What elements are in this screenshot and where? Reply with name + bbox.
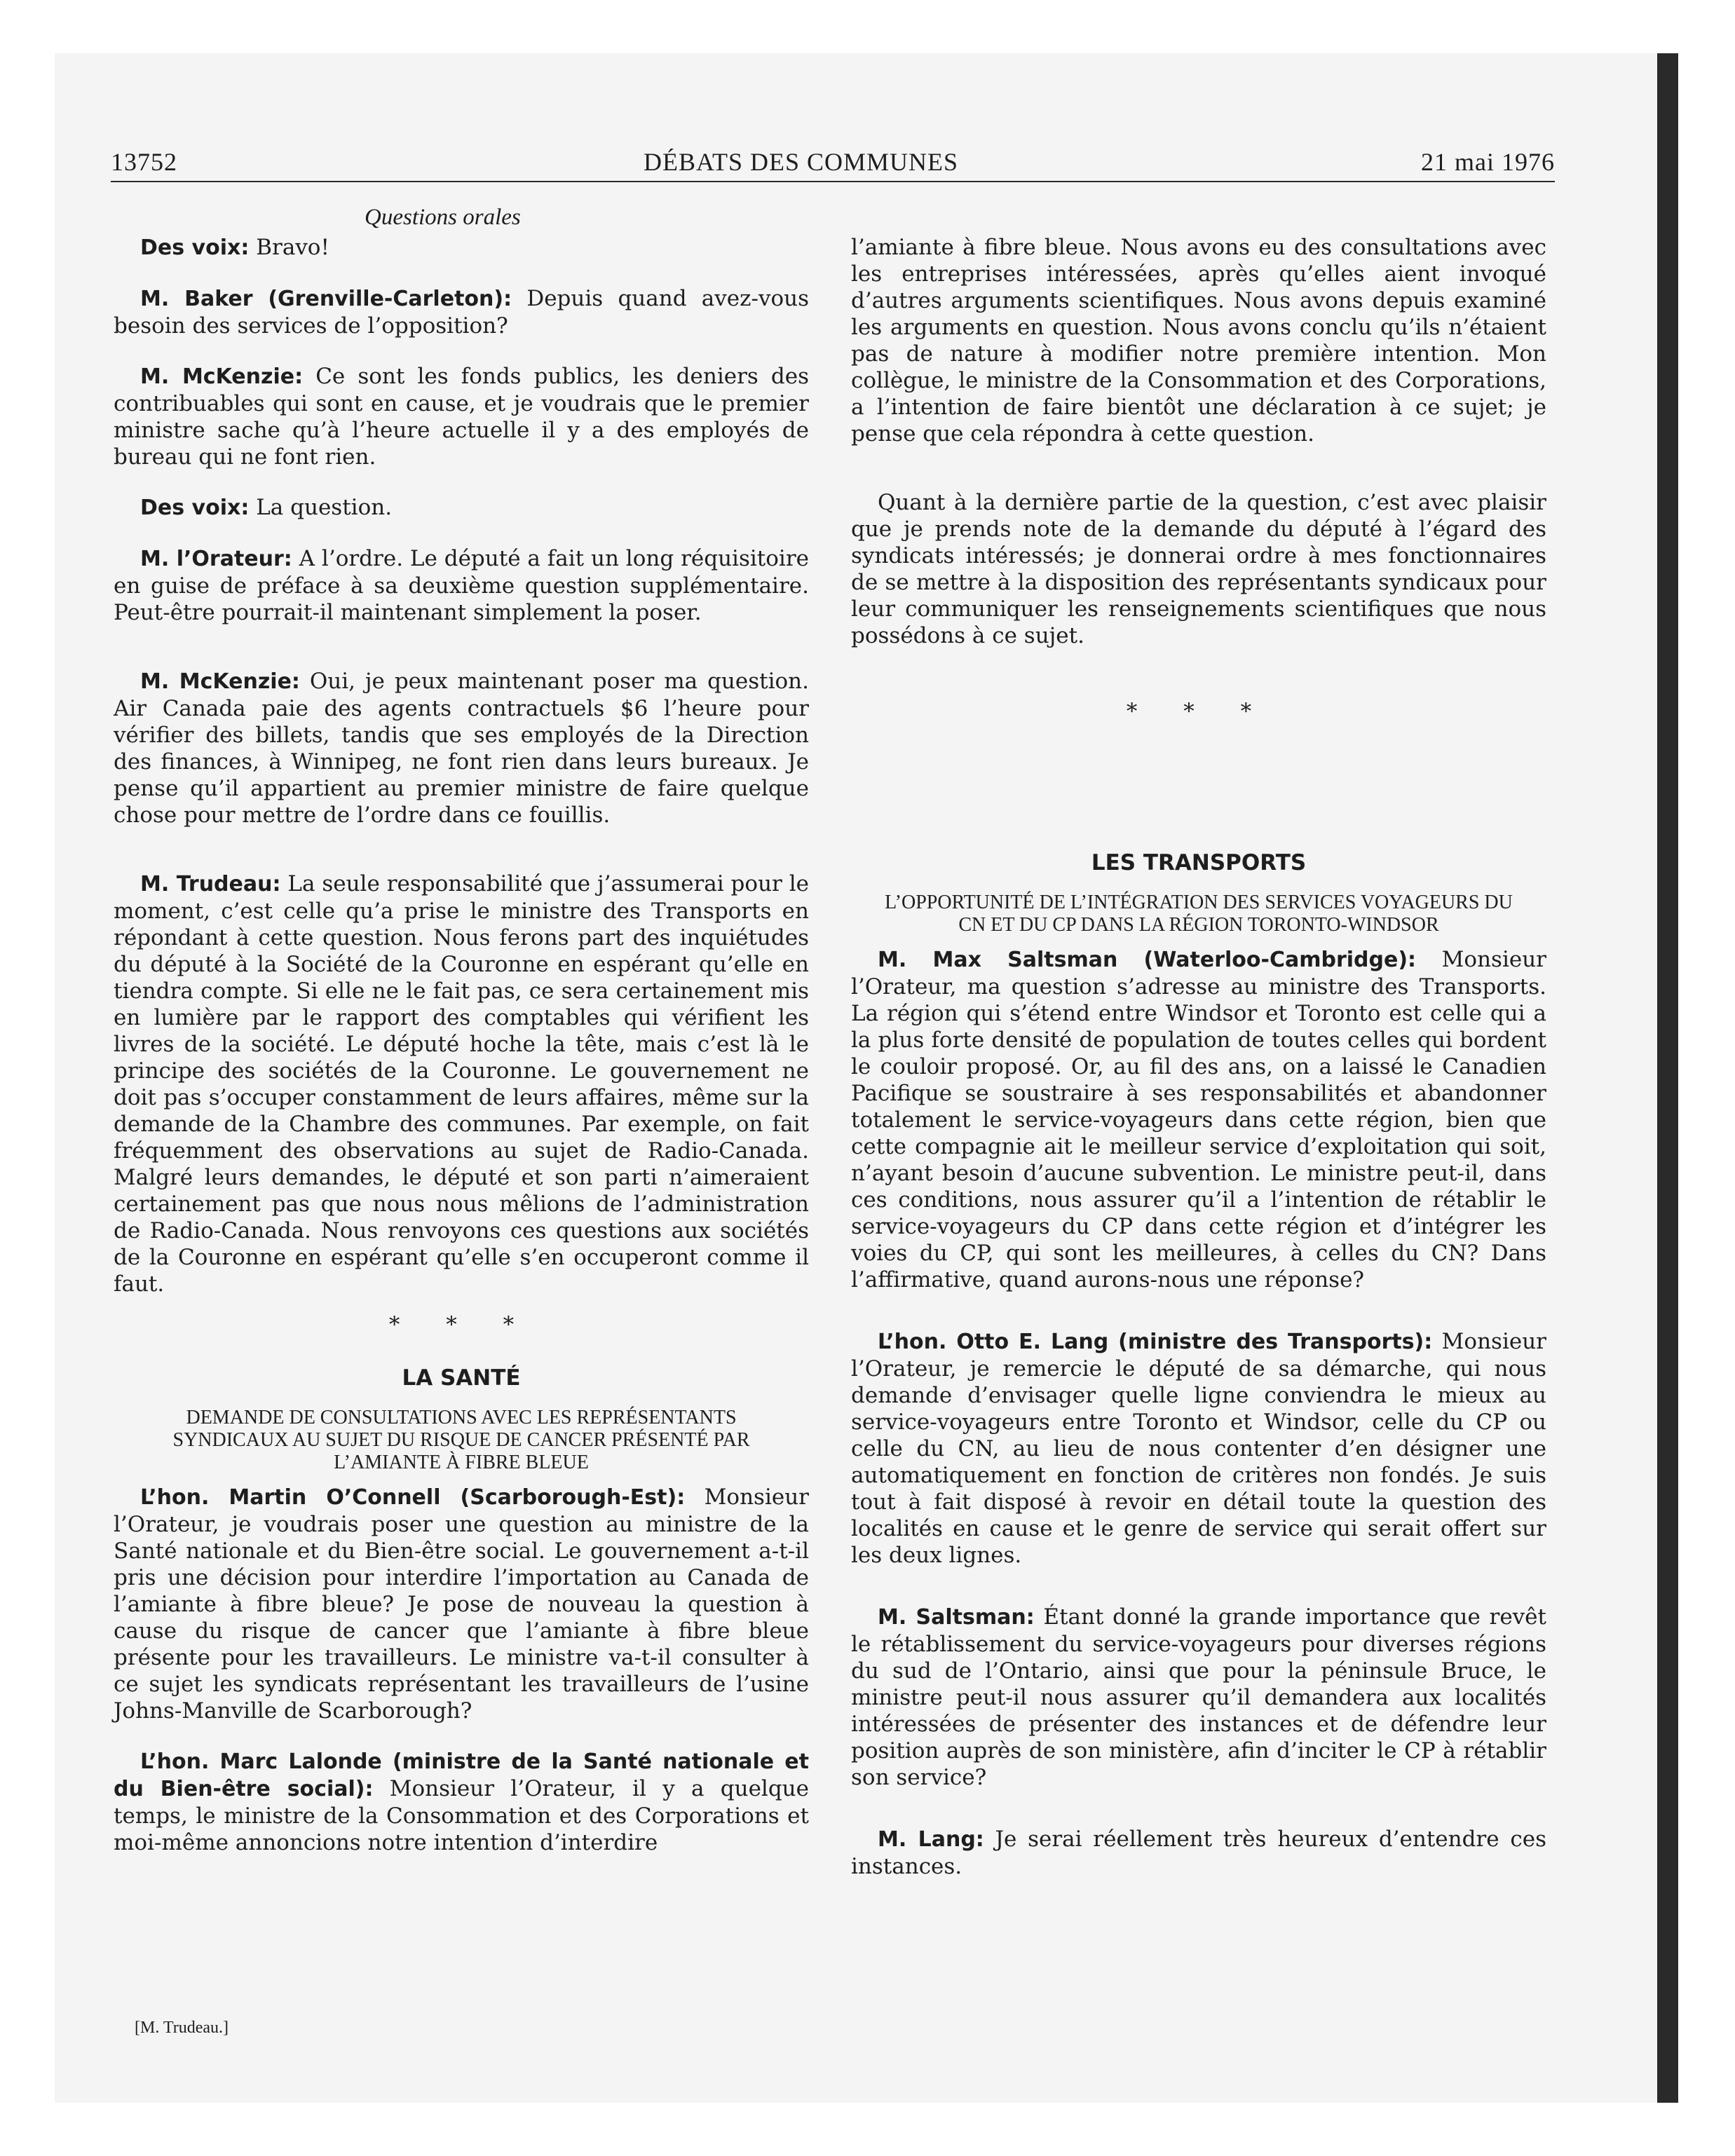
paragraph bbox=[114, 285, 809, 339]
header-rule bbox=[111, 181, 1555, 182]
paragraph-text: Bravo! bbox=[249, 235, 329, 260]
section-heading: LA SANTÉ bbox=[402, 1365, 521, 1391]
left-column bbox=[114, 234, 809, 1856]
paragraph bbox=[114, 234, 809, 261]
paragraph-text: Monsieur l’Orateur, il y a quelque temps, le ministre de la Consommation et des Corporations et moi-même annoncions notre intention d’interdire bbox=[114, 1776, 809, 1855]
speaker-name: M. Saltsman: bbox=[878, 1605, 1035, 1630]
paragraph-text: Je serai réellement très heureux d’entendre ces instances. bbox=[851, 1827, 1546, 1879]
paragraph bbox=[851, 946, 1546, 1293]
speaker-name: L’hon. Otto E. Lang (ministre des Transports): bbox=[878, 1330, 1433, 1354]
section-separator: * * * bbox=[388, 1312, 534, 1337]
speaker-name: Des voix: bbox=[140, 236, 250, 260]
paragraph bbox=[851, 1604, 1546, 1791]
speaker-name: L’hon. Martin O’Connell (Scarborough-Est): bbox=[140, 1485, 686, 1510]
paragraph bbox=[114, 871, 809, 1297]
paragraph bbox=[114, 363, 809, 470]
section-subheading: DEMANDE DE CONSULTATIONS AVEC LES REPRÉSENTANTS SYNDICAUX AU SUJET DU RISQUE DE CANCER PRÉSENTÉ PAR L’AMIANTE À FIBRE BLEUE bbox=[172, 1407, 750, 1473]
speaker-name: M. McKenzie: bbox=[140, 364, 304, 389]
paragraph-text: La seule responsabilité que j’assumerai pour le moment, c’est celle qu’a prise le ministre des Transports en répondant à cette question. Nous ferons part des inquiétudes du député à la Société de la Couronne en espérant qu’elle en tiendra compte. Si elle ne le fait pas, ce sera certainement mis en lumière par le rapport des comptables qui vérifient les livres de la société. Le député hoche la tête, mais c’est là le principe des sociétés de la Couronne. Le gouvernement ne doit pas s’occuper constamment de leurs affaires, même sur la demande de la Chambre des communes. Par exemple, on fait fréquemment des observations au sujet de Radio-Canada. Malgré leurs demandes, le député et son parti n’aimeraient certainement pas que nous nous mêlions de l’administration de Radio-Canada. Nous renvoyons ces questions aux sociétés de la Couronne en espérant qu’elle s’en occuperont comme il faut. bbox=[114, 871, 810, 1297]
paragraph bbox=[851, 1328, 1546, 1569]
paragraph-text: Étant donné la grande importance que revêt le rétablissement du service-voyageurs pour diverses régions du sud de l’Ontario, ainsi que pour la péninsule Bruce, le ministre peut-il nous assurer qu’il demandera aux localités intéressées de présenter des instances et de défendre leur position auprès de son ministère, afin d’inciter le CP à rétablir son service? bbox=[851, 1604, 1546, 1790]
paragraph-text: Quant à la dernière partie de la question, c’est avec plaisir que je prends note de la demande du député à l’égard des syndicats intéressés; je donnerai ordre à mes fonctionnaires de se mettre à la disposition des représentants syndicaux pour leur communiquer les renseignements scientifiques que nous possédons à ce sujet. bbox=[851, 490, 1546, 648]
paragraph bbox=[114, 668, 809, 828]
paragraph-text: Ce sont les fonds publics, les deniers des contribuables qui sont en cause, et je voudrais que le premier ministre sache qu’à l’heure actuelle il y a des employés de bureau qui ne font rien. bbox=[114, 364, 810, 470]
speaker-name: M. Lang: bbox=[878, 1827, 984, 1852]
right-column bbox=[851, 234, 1546, 1880]
page-number: 13752 bbox=[111, 148, 177, 176]
speaker-name: M. Baker (Grenville-Carleton): bbox=[140, 287, 512, 311]
page-header bbox=[111, 147, 1555, 184]
paragraph bbox=[851, 1826, 1546, 1880]
paragraph-text: Depuis quand avez-vous besoin des services de l’opposition? bbox=[114, 286, 809, 339]
speaker-name: L’hon. Marc Lalonde (ministre de la Santé nationale et du Bien-être social): bbox=[114, 1749, 809, 1801]
speaker-name: M. Trudeau: bbox=[140, 872, 281, 896]
section-subheading: L’OPPORTUNITÉ DE L’INTÉGRATION DES SERVICES VOYAGEURS DU CN ET DU CP DANS LA RÉGION TORONTO-WINDSOR bbox=[885, 892, 1513, 936]
page-title: DÉBATS DES COMMUNES bbox=[644, 148, 959, 176]
section-separator: * * * bbox=[1126, 699, 1272, 724]
paragraph-text: l’amiante à fibre bleue. Nous avons eu des consultations avec les entreprises intéressées, après qu’elles aient invoqué d’autres arguments scientifiques. Nous avons depuis examiné les arguments en question. Nous avons conclu qu’ils n’étaient pas de nature à modifier notre première intention. Mon collègue, le ministre de la Consommation et des Corporations, a l’intention de faire bientôt une déclaration à ce sujet; je pense que cela répondra à cette question. bbox=[851, 235, 1546, 446]
page-date: 21 mai 1976 bbox=[1421, 148, 1555, 176]
paragraph-text: Oui, je peux maintenant poser ma question. Air Canada paie des agents contractuels $6 l’heure pour vérifier des billets, tandis que ses employés de la Direction des finances, à Winnipeg, ne font rien dans leurs bureaux. Je pense qu’il appartient au premier ministre de faire quelque chose pour mettre de l’ordre dans ce fouillis. bbox=[114, 669, 809, 828]
paragraph bbox=[114, 545, 809, 626]
paragraph-text: Monsieur l’Orateur, je voudrais poser une question au ministre de la Santé nationale et du Bien-être social. Le gouvernement a-t-il pris une décision pour interdire l’importation au Canada de l’amiante à fibre bleue? Je pose de nouveau la question à cause du risque de cancer que l’amiante à fibre bleue présente pour les travailleurs. Le ministre va-t-il consulter à ce sujet les syndicats représentant les travailleurs de l’usine Johns-Manville de Scarborough? bbox=[114, 1485, 809, 1724]
speaker-name: M. McKenzie: bbox=[140, 669, 300, 694]
speaker-name: M. Max Saltsman (Waterloo-Cambridge): bbox=[878, 948, 1417, 972]
paragraph-text: Monsieur l’Orateur, je remercie le député de sa démarche, qui nous demande d’envisager quelle ligne conviendra le mieux au service-voyageurs entre Toronto et Windsor, celle du CP ou celle du CN, au lieu de nous contenter d’en désigner une automatiquement en fonction de critères non fondés. Je suis tout à fait disposé à revoir en détail toute la question des localités en cause et le genre de service qui serait offert sur les deux lignes. bbox=[851, 1329, 1546, 1568]
paragraph-text: La question. bbox=[249, 495, 393, 520]
paragraph bbox=[114, 1748, 809, 1856]
speaker-name: M. l’Orateur: bbox=[140, 547, 292, 571]
footer-note: [M. Trudeau.] bbox=[135, 2019, 229, 2037]
paragraph-text: A l’ordre. Le député a fait un long réquisitoire en guise de préface à sa deuxième question supplémentaire. Peut-être pourrait-il maintenant simplement la poser. bbox=[114, 546, 809, 625]
running-head: Questions orales bbox=[365, 205, 521, 230]
scan-edge-shadow bbox=[1657, 53, 1678, 2103]
section-heading: LES TRANSPORTS bbox=[1091, 850, 1307, 875]
paragraph bbox=[114, 1484, 809, 1724]
paragraph bbox=[114, 494, 809, 521]
speaker-name: Des voix: bbox=[140, 496, 250, 520]
paragraph-text: Monsieur l’Orateur, ma question s’adresse au ministre des Transports. La région qui s’étend entre Windsor et Toronto est celle qui a la plus forte densité de population de toutes celles qui bordent le couloir proposé. Or, au fil des ans, on a laissé le Canadien Pacifique se soustraire à ses responsabilités et abandonner totalement le service-voyageurs dans cette région, bien que cette compagnie ait le meilleur service d’exploitation qui soit, n’ayant besoin d’aucune subvention. Le ministre peut-il, dans ces conditions, nous assurer qu’il a l’intention de rétablir le service-voyageurs du CP dans cette région et d’intégrer les voies du CP, qui sont les meilleures, à celles du CN? Dans l’affirmative, quand aurons-nous une réponse? bbox=[851, 947, 1546, 1292]
